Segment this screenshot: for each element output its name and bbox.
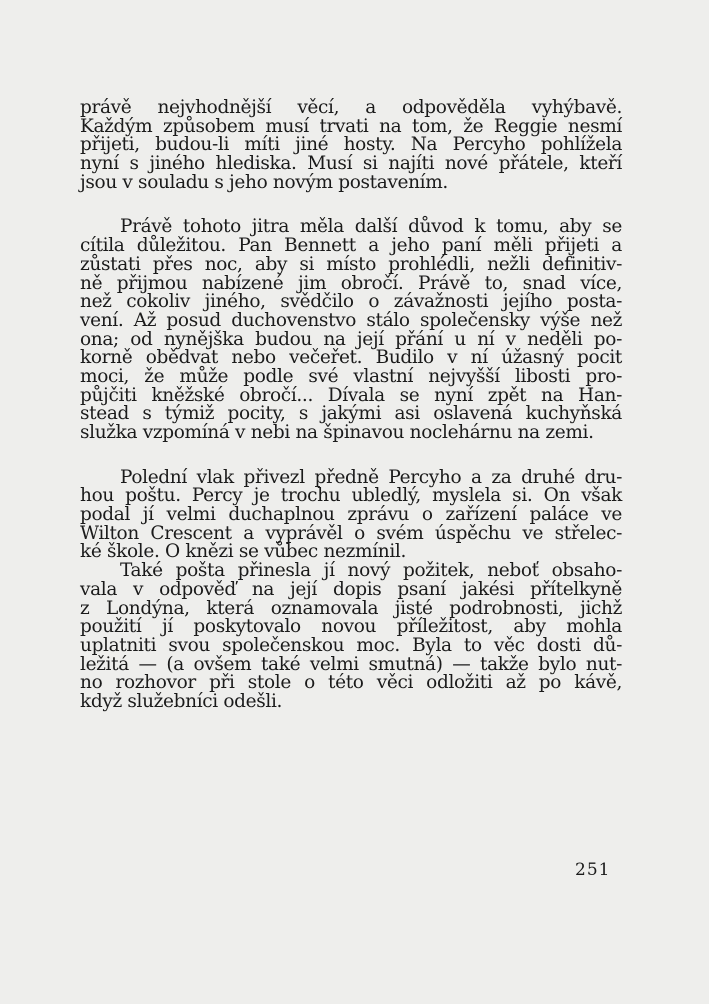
text-line: no rozhovor při stole o této věci odložiti až po kávě, — [80, 672, 622, 694]
text-line: Polední vlak přivezl předně Percyho a za druhé dru- — [120, 466, 622, 488]
text-line: půjčiti kněžské obročí... Dívala se nyní zpět na Han- — [80, 384, 622, 406]
text-line: cítila důležitou. Pan Bennett a jeho paní měli přijeti a — [80, 235, 622, 257]
text-line: Právě tohoto jitra měla další důvod k tomu, aby se — [120, 216, 622, 238]
text-line: Wilton Crescent a vyprávěl o svém úspěchu ve střelec- — [80, 522, 622, 544]
text-line: Také pošta přinesla jí nový požitek, neboť obsaho- — [120, 560, 622, 582]
text-line: podal jí velmi duchaplnou zprávu o zařízení paláce ve — [80, 504, 622, 526]
paragraph-gap — [80, 192, 622, 218]
page-number: 251 — [575, 860, 611, 880]
text-line: uplatniti svou společenskou moc. Byla to věc dosti dů- — [80, 634, 622, 656]
paragraph-2 — [80, 218, 622, 442]
text-line: jsou v souladu s jeho novým postavením. — [80, 171, 448, 193]
text-line: než cokoliv jiného, svědčilo o závažnosti jejího posta- — [80, 291, 622, 313]
text-line: vení. Až posud duchovenstvo stálo společensky výše než — [80, 309, 622, 331]
text-line: služka vzpomíná v nebi na špinavou noclehárnu na zemi. — [80, 422, 594, 443]
text-line: moci, že může podle své vlastní nejvyšší libosti pro- — [80, 365, 622, 387]
text-line: zůstati přes noc, aby si místo prohlédli, nežli definitiv- — [80, 253, 622, 275]
paragraph-3 — [80, 466, 622, 563]
text-line: Každým způsobem musí trvati na tom, že Reggie nesmí — [80, 115, 622, 137]
text-line: ležitá — (a ovšem také velmi smutná) — takže bylo nut- — [80, 653, 622, 675]
text-line: ona; od nynějška budou na její přání u ní v neděli po- — [80, 328, 622, 350]
text-line: korně obědvat nebo večeřet. Budilo v ní úžasný pocit — [80, 347, 622, 369]
text-line: z Londýna, která oznamovala jisté podrobnosti, jichž — [80, 597, 622, 619]
text-line: stead s týmiž pocity, s jakými asi oslavená kuchyňská — [80, 403, 622, 425]
text-line: použití jí poskytovalo novou příležitost, aby mohla — [80, 616, 622, 638]
text-line: nyní s jiného hlediska. Musí si najíti nové přátele, kteří — [80, 153, 622, 175]
text-line: ké škole. O knězi se vůbec nezmínil. — [80, 541, 406, 563]
text-line: ně přijmou nabízené jim obročí. Právě to, snad více, — [80, 272, 622, 294]
text-line: vala v odpověď na její dopis psaní jakési přítelkyně — [80, 578, 622, 600]
text-line: když služebníci odešli. — [80, 690, 283, 712]
text-line: přijeti, budou-li míti jiné hosty. Na Percyho pohlížela — [80, 134, 622, 156]
body-text — [80, 99, 622, 712]
paragraph-1 — [80, 99, 622, 192]
text-line: právě nejvhodnější věcí, a odpověděla vyhýbavě. — [80, 97, 622, 118]
text-line: hou poštu. Percy je trochu ubledlý, myslela si. On však — [80, 485, 622, 507]
paragraph-gap — [80, 443, 622, 469]
paragraph-4 — [80, 562, 622, 712]
